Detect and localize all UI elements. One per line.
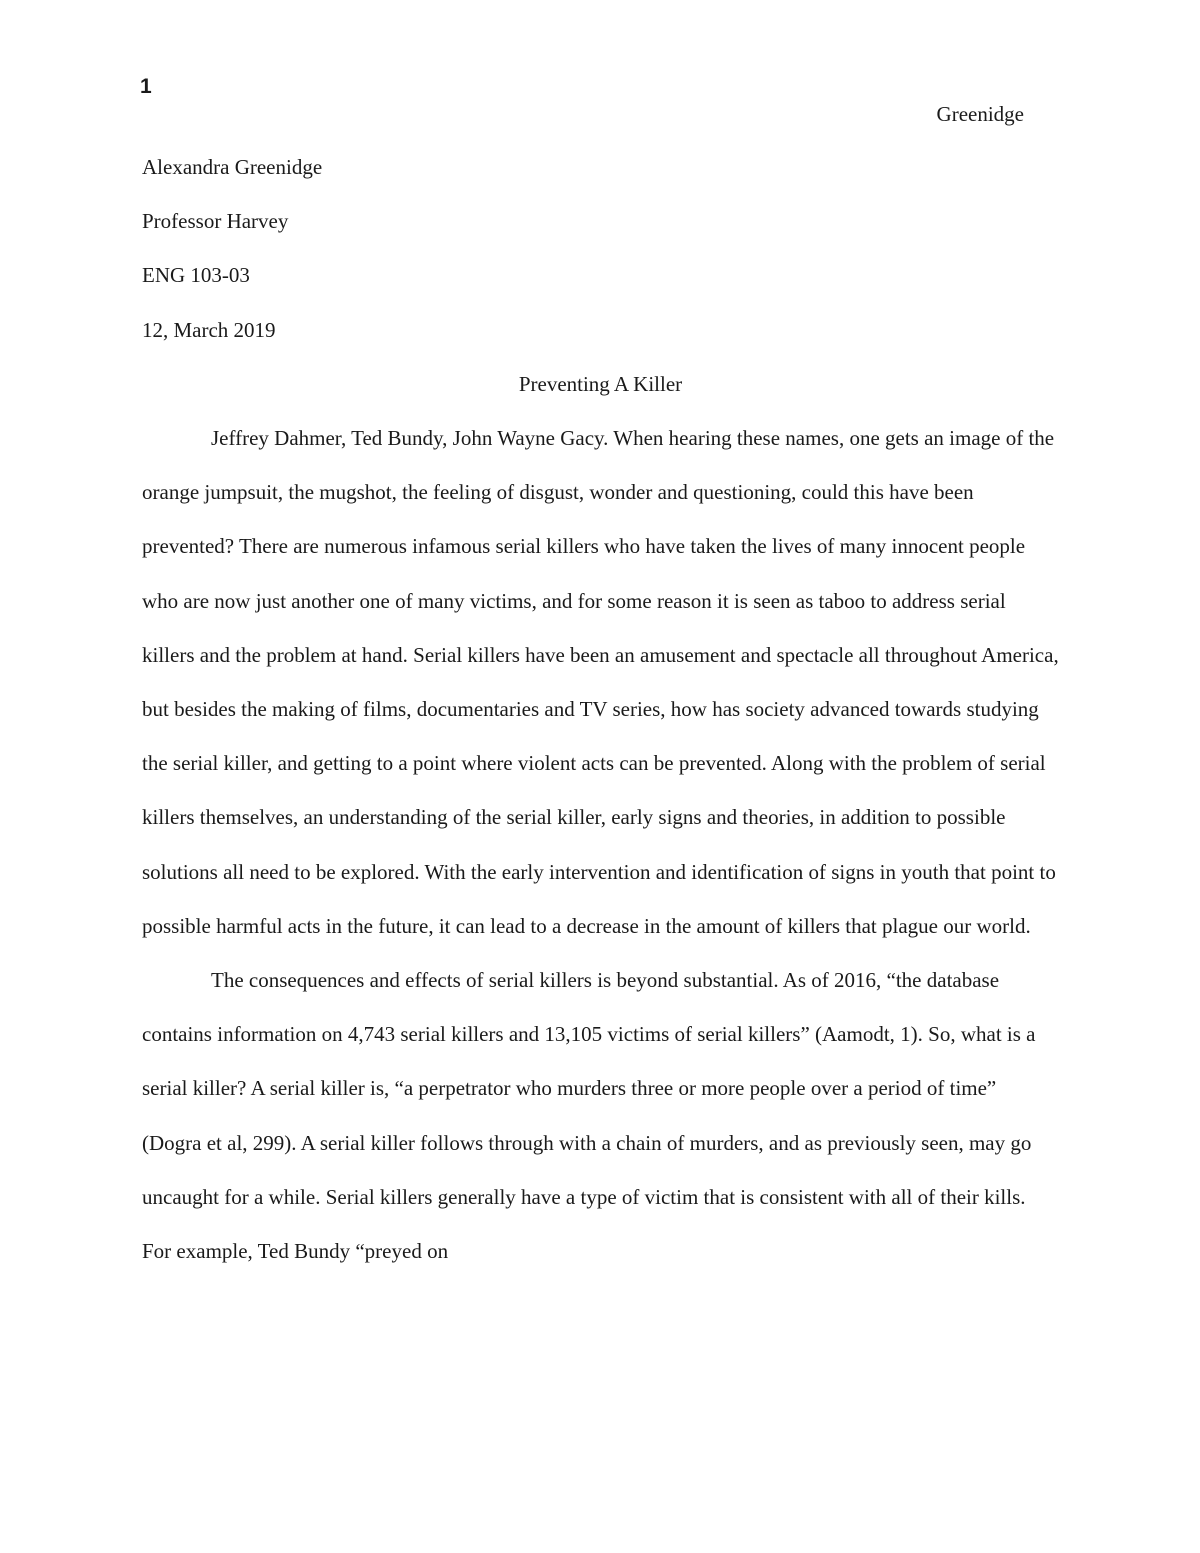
- body-paragraph: The consequences and effects of serial killers is beyond substantial. As of 2016, “the database contains information on 4,743 serial killers and 13,105 victims of serial killers” (Aamodt, 1). So, what is a serial killer? A serial killer is, “a perpetrator who murders three or more people over a period of time” (Dogra et al, 299). A serial killer follows through with a chain of murders, and as previously seen, may go uncaught for a while. Serial killers generally have a type of victim that is consistent with all of their kills. For example, Ted Bundy “preyed on: [142, 968, 1036, 1264]
- running-head: Greenidge: [936, 102, 1024, 126]
- author-name: Alexandra Greenidge: [142, 155, 323, 179]
- course-code: ENG 103-03: [142, 263, 250, 288]
- body-paragraph: Jeffrey Dahmer, Ted Bundy, John Wayne Gacy. When hearing these names, one gets an image of the orange jumpsuit, the mugshot, the feeling of disgust, wonder and questioning, could this have been prevented? There are numerous infamous serial killers who have taken the lives of many innocent people who are now just another one of many victims, and for some reason it is seen as taboo to address serial killers and the problem at hand. Serial killers have been an amusement and spectacle all throughout America, but besides the making of films, documentaries and TV series, how has society advanced towards studying the serial killer, and getting to a point where violent acts can be prevented. Along with the problem of serial killers themselves, an understanding of the serial killer, early signs and theories, in addition to possible solutions all need to be explored. With the early intervention and identification of signs in youth that point to possible harmful acts in the future, it can lead to a decrease in the amount of killers that plague our world.: [142, 426, 1059, 938]
- professor-name: Professor Harvey: [142, 209, 289, 234]
- document-title: Preventing A Killer: [518, 371, 683, 396]
- document-date: 12, March 2019: [142, 317, 276, 342]
- page-number: 1: [140, 75, 152, 98]
- document-body: [142, 140, 1059, 1278]
